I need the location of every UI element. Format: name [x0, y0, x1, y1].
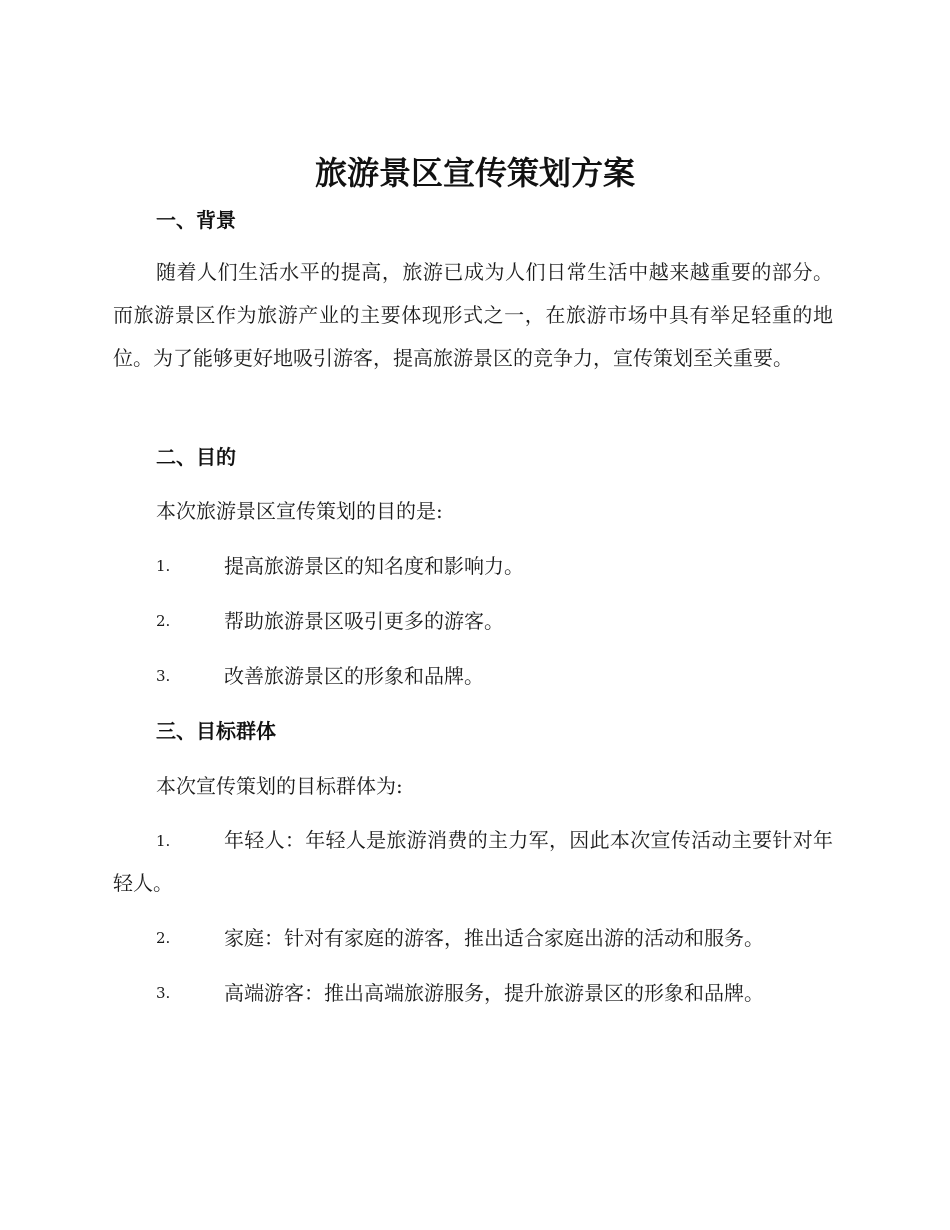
target-group-intro: 本次宣传策划的目标群体为:: [156, 774, 403, 798]
list-item-number: 2.: [156, 612, 171, 630]
list-item-number: 1.: [156, 832, 171, 850]
list-item-number: 2.: [156, 929, 171, 947]
section-heading-target-group: 三、目标群体: [156, 719, 276, 743]
list-item-text: 家庭：针对有家庭的游客，推出适合家庭出游的活动和服务。: [224, 926, 764, 950]
list-item-text: 帮助旅游景区吸引更多的游客。: [224, 609, 504, 633]
background-paragraph: 随着人们生活水平的提高，旅游已成为人们日常生活中越来越重要的部分。而旅游景区作为旅游产业的主要体现形式之一，在旅游市场中具有举足轻重的地位。为了能够更好地吸引游客，提高旅游景区的竞争力，宣传策划至关重要。: [113, 260, 833, 370]
list-item-number: 1.: [156, 557, 171, 575]
list-item-number: 3.: [156, 667, 171, 685]
document-title: 旅游景区宣传策划方案: [314, 154, 635, 192]
list-item-text: 高端游客：推出高端旅游服务，提升旅游景区的形象和品牌。: [224, 981, 764, 1005]
section-heading-background: 一、背景: [156, 208, 236, 232]
section-heading-purpose: 二、目的: [156, 445, 236, 469]
list-item-text: 年轻人：年轻人是旅游消费的主力军，因此本次宣传活动主要针对年轻人。: [113, 828, 833, 895]
list-item-number: 3.: [156, 984, 171, 1002]
purpose-intro: 本次旅游景区宣传策划的目的是:: [156, 499, 443, 523]
list-item-text: 改善旅游景区的形象和品牌。: [224, 664, 484, 688]
list-item-text: 提高旅游景区的知名度和影响力。: [224, 554, 524, 578]
